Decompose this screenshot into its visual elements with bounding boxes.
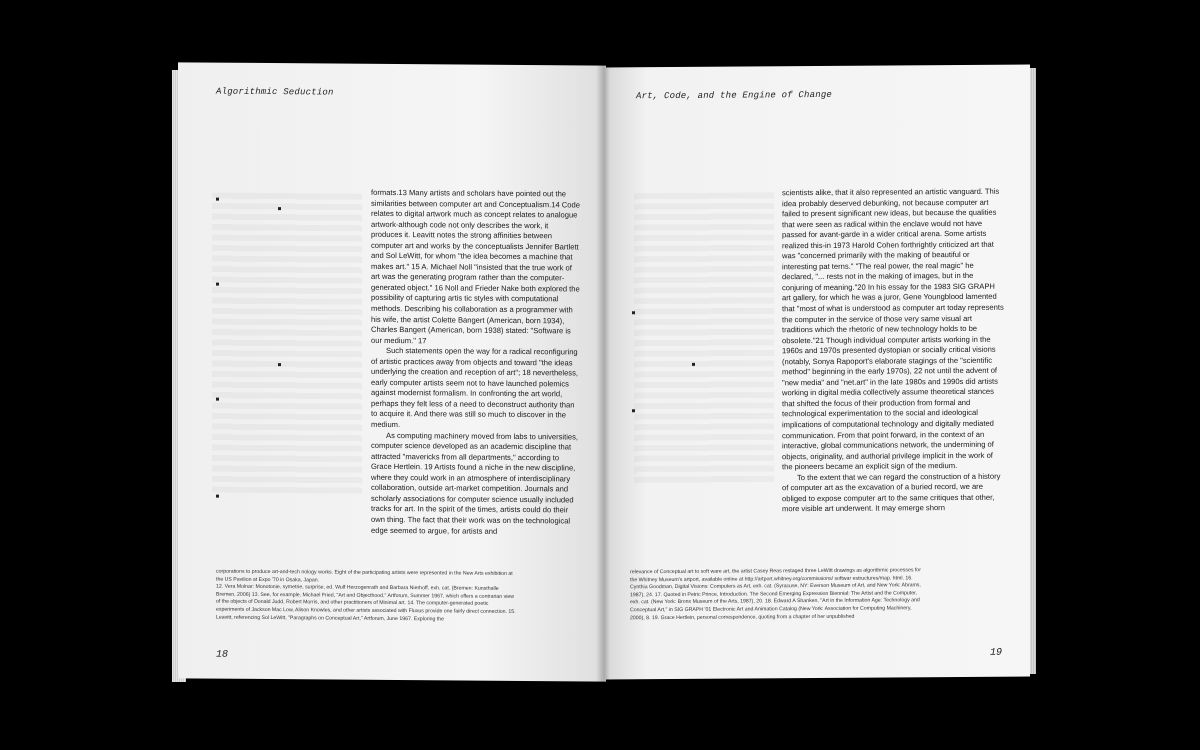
- running-head-right: Art, Code, and the Engine of Change: [636, 89, 833, 102]
- footnote: 12. Vera Molnar: Monotonie, symetrie, surprise, ed. Wulf Herzogenrath and Barbara Nierhoff, exh. cat. (Bremen: Kunsthalle Bremen, 2006) 13. See, for example, Michael Fried, "Art and Objecthood," Artforum, Summer 1967, which offers a contrarian view of the objects of Donald Judd, Robert Morris, and other practitioners of Minimal art. 14. The computer-generated poetic experiments of Jackson Mac Low, Alison Knowles, and other artists associated with Fluxus provide one fairly direct connection. 15. Leavitt, referencing Sol LeWitt, "Paragraphs on Conceptual Art," Artforum, June 1967. Exploring the: [216, 583, 516, 622]
- book-gutter-shadow: [596, 62, 610, 684]
- footnotes-right: [630, 567, 924, 622]
- paragraph: As computing machinery moved from labs to universities, computer science developed as an academic discipline that attracted "mavericks from all departments," according to Grace Hertlein. 19 Artists found a niche in the new discipline, where they could work in an atmosphere of interdisciplinary collaboration, outside art-market competition. Journals and scholarly associations for computer science usually included tracks for art. In the spirit of the times, artists could do their own thing. The fact that their work was on the technological edge seemed to argue, for artists and: [371, 430, 579, 536]
- margin-bullet: [216, 398, 219, 401]
- page-number-left: 18: [216, 649, 229, 661]
- right-page: [604, 65, 1030, 680]
- margin-bullet: [216, 198, 219, 201]
- margin-bullet: [632, 409, 635, 412]
- left-page: [178, 62, 606, 681]
- margin-bullet: [278, 363, 281, 366]
- paragraph: Such statements open the way for a radical reconfiguring of artistic practices away from objects and toward "the ideas underlying the creation and reception of art"; 18 nevertheless, early computer artists seem not to have launched polemics against modernist formalism. In confronting the art world, perhaps they felt less of a need to deconstruct authority than to acquire it. And there was still so much to discover in the medium.: [371, 346, 579, 430]
- footnote: relevance of Conceptual art to soft ware art, the artist Casey Reas restaged three LeWitt drawings as algorithmic processes for the Whitney Museum's artport, available online at http://artport.whitney.org/commissions/ softwar estructures/map. html. 16. Cynthia Goodman, Digital Visions: Computers as Art, exh. cat. (Syracuse, NY: Everson Museum of Art, and New York: Abrams, 1987), 24. 17. Quoted in Petric Prince, Introduction. The Second Emerging Expression Biennial: The Artist and the Computer, exh. cat. (New York: Bronx Museum of the Arts, 1987), 20. 18. Edward A Shanken, "Art in the Information Age: Technology and Conceptual Art," in SIG GRAPH '01 Electronic Art and Animation Catalog (New York: Association for Computing Machinery, 2000), 8. 19. Grace Hertlein, personal correspondence, quoting from a chapter of her unpublished: [630, 567, 921, 621]
- body-text-right: [782, 187, 1004, 516]
- page-number-right: 19: [989, 647, 1002, 659]
- footnote: corporations to produce art-and-tech nology works. Eight of the participating artists were represented in the New Arts exhibition at the US Pavilion at Expo '70 in Osaka, Japan.: [216, 568, 513, 584]
- margin-bullet: [632, 311, 635, 314]
- footnotes-left: [216, 569, 516, 625]
- running-head-left: Algorithmic Seduction: [216, 86, 334, 98]
- show-through-text: [634, 192, 774, 483]
- paragraph: formats.13 Many artists and scholars have pointed out the similarities between computer art and Conceptualism.14 Code relates to digital artwork much as concept relates to analogue artwork-although code not only describes the work, it produces it. Leavitt notes the strong affinities between computer art and works by the conceptualists Jennifer Bartlett and Sol LeWitt, for whom "the idea becomes a machine that makes art." 15 A. Michael Noll "insisted that the true work of art was the generating program rather than the computer-generated object." 16 Noll and Frieder Nake both explored the possibility of capturing artis tic styles with computational methods. Describing his collaboration as a programmer with his wife, the artist Colette Bangert (American, born 1934), Charles Bangert (American, born 1938) stated: "Software is our medium." 17: [371, 187, 580, 345]
- margin-bullet: [216, 495, 219, 498]
- show-through-text: [212, 193, 362, 494]
- body-text-left: [371, 188, 581, 538]
- paragraph: To the extent that we can regard the construction of a history of computer art as the excavation of a buried record, we are obliged to expose computer art to the same critiques that other, more visible art underwent. It may emerge shorn: [782, 471, 1001, 514]
- margin-bullet: [278, 207, 281, 210]
- margin-bullet: [692, 363, 695, 366]
- margin-bullet: [216, 283, 219, 286]
- paragraph: scientists alike, that it also represented an artistic vanguard. This idea probably deserved debunking, not because computer art failed to present significant new ideas, but because the qualities that were seen as radical within the enclave would not have passed for avant-garde in a wider critical arena. Some artists realized this-in 1973 Harold Cohen forthrightly criticized art that was "concerned primarily with the making of beautiful or interesting pat terns." "The real power, the real magic" he declared, "... rests not in the making of images, but in the conjuring of meaning."20 In his essay for the 1983 SIG GRAPH art gallery, for which he was a juror, Gene Youngblood lamented that "most of what is understood as computer art today represents the computer in the service of those very same visual art traditions which the rhetoric of new technology holds to be obsolete."21 Though individual computer artists working in the 1960s and 1970s presented dystopian or socially critical visions (notably, Sonya Rapoport's elaborate stagings of the "scientific method" beginning in the early 1970s), 22 not until the advent of "new media" and "net.art" in the late 1980s and 1990s did artists working in digital media collectively assume theoretical stances that shifted the focus of their production from formal and technological experimentation to the social and ideological implications of computational technology and digitally mediated communication. From that point forward, in the context of an interactive, global communications network, the undermining of objects, originality, and authorial privilege implicit in the work of the pioneers became an explicit sign of the medium.: [782, 186, 1004, 472]
